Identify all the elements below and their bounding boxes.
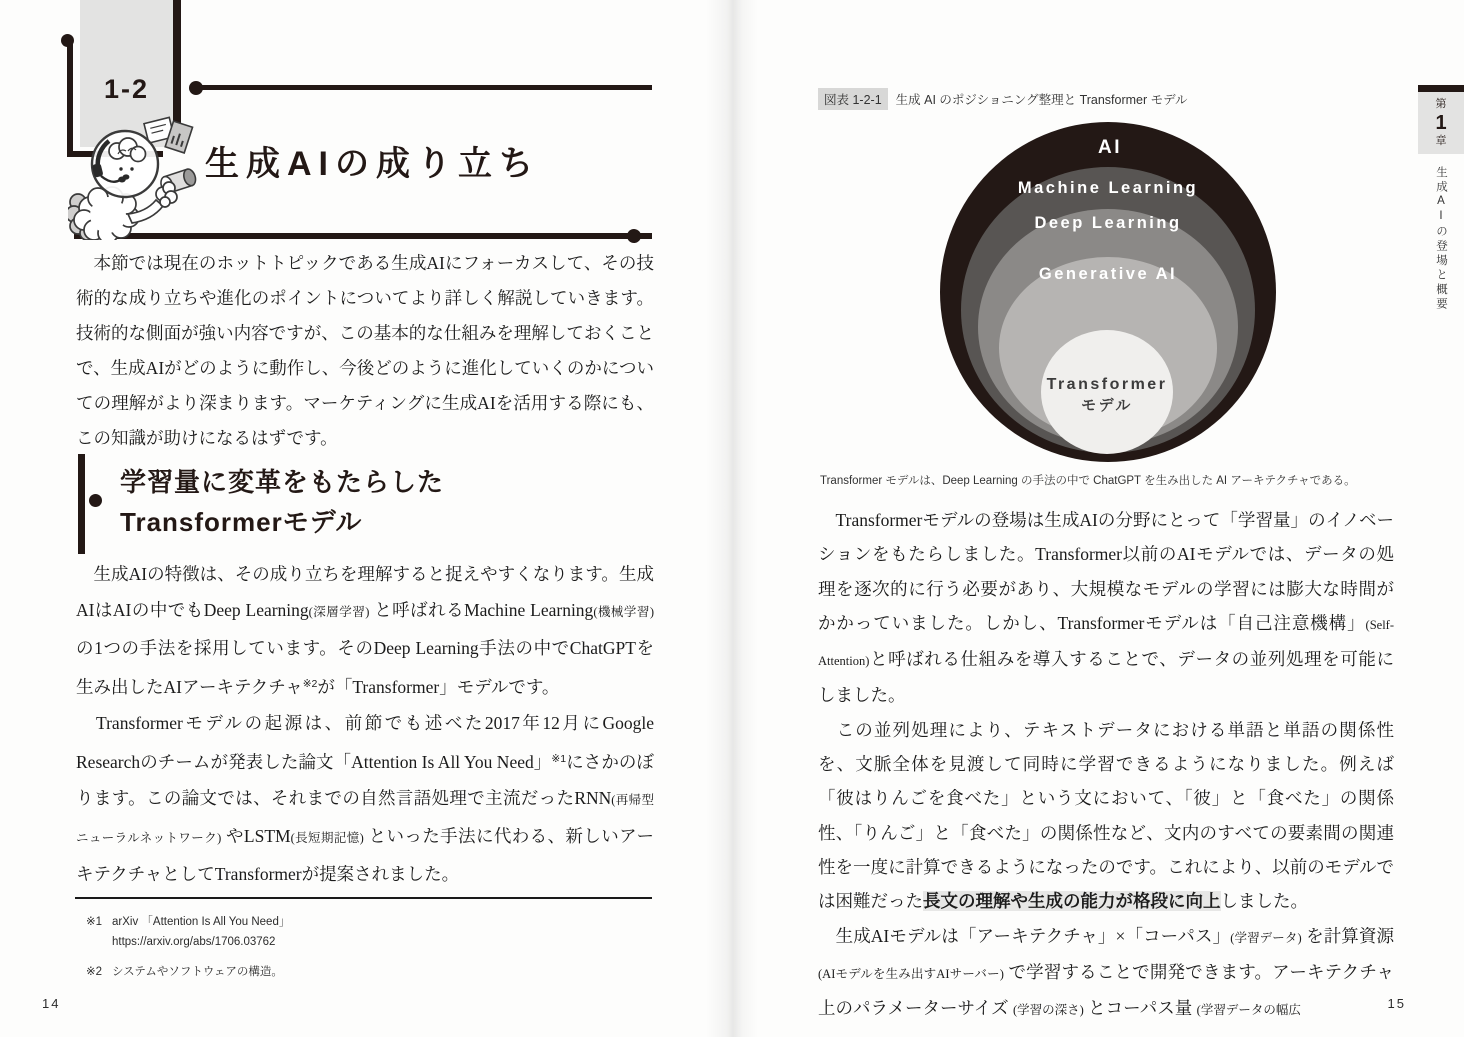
chapter-suffix: 章 <box>1435 135 1447 147</box>
footnote-marker: ※1 <box>86 916 103 928</box>
figure-label-badge: 図表 1-2-1 <box>818 88 888 110</box>
page-gutter-shadow <box>706 0 758 1037</box>
paragraph <box>818 713 1394 919</box>
text-segment: (学習の深さ) <box>1012 1003 1084 1018</box>
text-segment: Transformerモデルの起源は、前節でも述べた2017年12月にGoogle Researchのチームが発表した論文「Attention Is All You Need」 <box>76 713 654 772</box>
ai-positioning-diagram <box>817 98 1397 470</box>
text-segment: といった手法に代わる、新しいアーキテクチャとしてTransformerが提案されました。 <box>76 826 654 884</box>
footnote-2 <box>86 962 646 982</box>
ring-label-machine-learning: Machine Learning <box>1017 179 1199 197</box>
subsection-bracket-bar <box>78 454 85 554</box>
text-segment: この並列処理により、テキストデータにおける単語と単語の関係性を、文脈全体を見渡して同時に学習できるようになりました。例えば「彼はりんごを食べた」という文において、「彼」と「食べた」の関係性、「りんご」と「食べた」の関係性など、文内のすべての要素間の関連性を一度に計算できるようになったのです。これにより、以前のモデルでは困難だった <box>818 719 1394 912</box>
mascot-eye <box>119 167 122 170</box>
chapter-title-vertical: 生成AIの登場と概要 <box>1435 166 1447 312</box>
footnote-text <box>112 912 290 952</box>
mascot-illustration <box>68 112 210 240</box>
mascot-eye <box>130 167 133 170</box>
text-segment: (機械学習) <box>593 605 654 619</box>
text-segment: (学習データ) <box>1230 930 1302 945</box>
subsection-heading-line1: 学習量に変革をもたらした <box>120 467 445 497</box>
text-segment: (再帰型ニューラルネットワーク) <box>76 793 655 845</box>
chapter-sidebar <box>1418 85 1464 336</box>
ring-label-transformer: Transformer <box>1046 376 1168 393</box>
footnote-url: https://arxiv.org/abs/1706.03762 <box>112 936 276 948</box>
paragraph <box>818 503 1394 713</box>
page-number-right: 15 <box>1387 996 1406 1011</box>
text-segment: ※2 <box>302 678 318 690</box>
ring-label-ai: AI <box>1098 137 1122 158</box>
ring-label-generative-ai: Generative AI <box>1038 265 1178 283</box>
text-segment: 生成AIの特徴は、その成り立ちを理解すると捉えやすくなります。生成AIはAIの中でもDeep Learning <box>76 564 654 620</box>
text-segment: (AIモデルを生み出すAIサーバー) <box>818 966 1004 981</box>
text-segment: (長短期記憶) <box>290 831 364 845</box>
chapter-prefix: 第 <box>1435 98 1447 110</box>
subsection-heading <box>120 462 444 542</box>
ring-label-transformer-2: モデル <box>1081 397 1133 414</box>
text-segment: しました。 <box>1220 891 1308 912</box>
footnotes <box>86 912 646 992</box>
footnote-1 <box>86 912 646 952</box>
text-segment: の1つの手法を採用しています。そのDeep Learning手法の中でChatGPTを生み出したAIアーキテクチャ <box>76 638 654 697</box>
text-segment: で学習することで開発できます。アーキテクチャ上のパラメーターサイズ <box>818 961 1394 1019</box>
chapter-number: 1 <box>1435 112 1447 134</box>
text-segment: ※1 <box>551 753 567 765</box>
decor-dot <box>61 34 74 47</box>
text-segment: 本節では現在のホットトピックである生成AIにフォーカスして、その技術的な成り立ちや進化のポイントについてより詳しく解説していきます。技術的な側面が強い内容ですが、この基本的な仕組みを理解しておくことで、生成AIがどのように動作し、今後どのように進化していくのかについての理解がより深まります。マーケティングに生成AIを活用する際にも、この知識が助けになるはずです。 <box>76 253 654 448</box>
footnote-marker: ※2 <box>86 966 103 978</box>
text-segment: (学習データの幅広 <box>1196 1003 1301 1018</box>
section-number: 1-2 <box>103 74 150 104</box>
page-right <box>732 0 1464 1037</box>
ring-label-deep-learning: Deep Learning <box>1034 214 1182 232</box>
text-segment: 長文の理解や生成の能力が格段に向上 <box>923 891 1221 912</box>
text-segment: を計算資源 <box>1301 925 1394 946</box>
left-body-paragraphs <box>76 556 654 892</box>
headset-mic-icon <box>118 177 126 183</box>
text-segment: やLSTM <box>221 826 291 846</box>
page-number-left: 14 <box>42 996 61 1011</box>
figure-caption: Transformer モデルは、Deep Learning の手法の中で ChatGPT を生み出した AI アーキテクチャである。 <box>820 475 1356 487</box>
text-segment: とコーパス量 <box>1083 998 1197 1019</box>
text-segment: (深層学習) <box>308 605 370 619</box>
paragraph <box>818 919 1394 1028</box>
section-title: 生成AIの成り立ち <box>205 145 540 183</box>
paragraph <box>76 556 654 705</box>
text-segment: Transformerモデルの登場は生成AIの分野にとって「学習量」のイノベーションをもたらしました。Transformer以前のAIモデルでは、データの処理を逐次的に行う必要があり、大規模なモデルの学習には膨大な時間がかかっていました。しかし、Transformerモデルは「自己注意機構」 <box>818 510 1394 633</box>
text-segment: 生成AIモデルは「アーキテクチャ」×「コーパス」 <box>818 925 1231 946</box>
intro-paragraph <box>76 246 654 456</box>
right-body-paragraphs <box>818 503 1394 1027</box>
text-segment: と呼ばれるMachine Learning <box>369 600 594 620</box>
subsection-heading-line2: Transformerモデル <box>120 507 363 537</box>
footnote-text: システムやソフトウェアの構造。 <box>112 966 283 978</box>
text-segment: (Self-Attention) <box>818 617 1394 669</box>
text-segment: にさかのぼります。この論文では、それまでの自然言語処理で主流だったRNN <box>76 752 654 808</box>
footnote-divider <box>75 897 652 899</box>
text-segment: と呼ばれる仕組みを導入することで、データの並列処理を可能にしました。 <box>818 649 1394 706</box>
decor-dot <box>89 494 102 507</box>
footnote-title: arXiv 「Attention Is All You Need」 <box>112 916 291 928</box>
text-segment: が「Transformer」モデルです。 <box>317 677 560 697</box>
chapter-badge <box>1418 92 1464 154</box>
figure-title: 生成 AI のポジショニング整理と Transformer モデル <box>895 93 1188 107</box>
title-rule-top <box>196 85 652 90</box>
decor-dot <box>627 229 641 243</box>
paragraph <box>76 705 654 892</box>
chapter-sidebar-bar <box>1418 85 1464 92</box>
mascot-torso <box>90 197 126 233</box>
